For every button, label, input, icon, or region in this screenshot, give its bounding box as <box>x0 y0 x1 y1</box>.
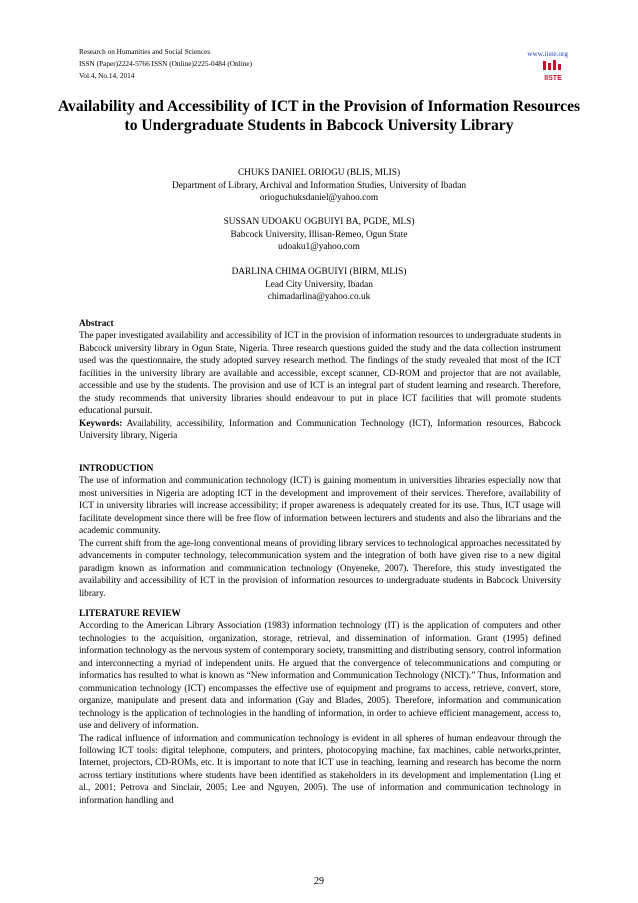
page-number: 29 <box>314 876 324 887</box>
author-name: SUSSAN UDOAKU OGBUIYI BA, PGDE, MLS) <box>223 217 415 227</box>
introduction-paragraph-2: The current shift from the age-long conventional means of providing library services to technological approaches necessitated by advancements in computer technology, telecommunication system and the integration of both have given rise to a new digital paradigm known as information and communication technology (Onyeneke, 2007). Therefore, this study investigated the availability and accessibility of ICT in the provision of information resources to undergraduate students in Babcock University library. <box>79 538 561 599</box>
author-3 <box>70 266 568 304</box>
paper-title: Availability and Accessibility of ICT in the Provision of Information Resources to Undergraduate Students in Babcock University Library <box>57 98 581 134</box>
author-name: DARLINA CHIMA OGBUIYI (BIRM, MLIS) <box>231 267 407 277</box>
keywords-paragraph <box>79 418 561 443</box>
author-email: orioguchuksdaniel@yahoo.com <box>259 193 379 204</box>
literature-paragraph-1: According to the American Library Association (1983) information technology (IT) is the application of computers and other technologies to the acquisition, organization, storage, retrieval, and dissemination of information. Grant (1995) defined information technology as the nervous system of contemporary society, transmitting and distributing sensory, control information and interconnecting a myriad of independent units. He argued that the convergence of telecommunications and computing or informatics has resulted to what is known as “New information and Communication Technology (NICT).” Thus, Information and communication technology (ICT) encompasses the effective use of equipment and programs to access, retrieve, convert, store, organize, manipulate and present data and information (Gay and Blades, 2005). Therefore, information and communication technology is the application of technologies in the handling of information, in order to achieve efficient management, access to, use and delivery of information. <box>79 621 561 732</box>
logo-bar <box>553 60 556 70</box>
literature-paragraph-2: The radical influence of information and communication technology is evident in all spheres of human endeavour through the following ICT tools: digital telephone, computers, and printers, photocopying machine, fax machines, cable networks,printer, Internet, projectors, CD-ROMs, etc. It is important to note that ICT use in teaching, learning and research has become the norm across tertiary institutions where students have been identified as stakeholders in its development and implementation (Ling et al., 2001; Petrova and Sinclair, 2005; Lee and Nguyen, 2005). The use of information and communication technology in information handling and <box>79 733 561 806</box>
logo-bar <box>558 64 561 70</box>
introduction-section <box>79 463 561 600</box>
keywords-text: Availability, accessibility, Information and Communication Technology (ICT), Information resources, Babcock University library, Nigeria <box>79 418 561 442</box>
author-email: udoaku1@yahoo.com <box>278 242 360 253</box>
issn-line: ISSN (Paper)2224-5766 ISSN (Online)2225-0484 (Online) <box>79 59 253 68</box>
logo-bars-icon <box>543 60 561 70</box>
literature-heading: LITERATURE REVIEW <box>79 609 181 619</box>
author-affiliation: Babcock University, Illisan-Remeo, Ogun State <box>230 229 408 240</box>
logo-bar <box>548 63 551 70</box>
abstract-heading: Abstract <box>79 319 114 329</box>
author-2 <box>70 216 568 254</box>
abstract-section <box>79 318 561 443</box>
volume-line: Vol.4, No.14, 2014 <box>79 71 135 80</box>
author-1 <box>70 167 568 205</box>
literature-section <box>79 608 561 807</box>
iiste-logo <box>540 59 566 85</box>
logo-bar <box>543 61 546 70</box>
journal-name: Research on Humanities and Social Sciences <box>79 47 211 56</box>
author-affiliation: Lead City University, Ibadan <box>265 279 373 290</box>
logo-text: IISTE <box>544 75 562 82</box>
journal-url-link[interactable]: www.iiste.org <box>527 49 568 58</box>
introduction-paragraph-1: The use of information and communication technology (ICT) is gaining momentum in universities libraries especially now that most universities in Nigeria are adopting ICT in the development and improvement of their services. Therefore, availability of ICT in university libraries will increase accessibility; if proper awareness is adequately created for its use. Thus, ICT usage will facilitate development since there will be free flow of information between lecturers and students and also the librarians and the academic community. <box>79 476 561 537</box>
author-name: CHUKS DANIEL ORIOGU (BLIS, MLIS) <box>237 168 401 178</box>
keywords-label: Keywords: <box>79 418 123 429</box>
author-affiliation: Department of Library, Archival and Information Studies, University of Ibadan <box>172 180 466 191</box>
author-email: chimadarlina@yahoo.co.uk <box>267 292 371 303</box>
introduction-heading: INTRODUCTION <box>79 464 154 474</box>
abstract-text: The paper investigated availability and accessibility of ICT in the provision of information resources to undergraduate students in Babcock university library in Ogun State, Nigeria. Three research questions guided the study and the data collection instrument used was the questionnaire, the study adopted survey research method. The findings of the study revealed that most of the ICT facilities in the university library are available and accessible, except scanner, CD-ROM and projector that are not available, accessible and use by the students. The provision and use of ICT is an integral part of student learning and research. Therefore, the study recommends that university libraries should endeavour to put in place ICT facilities that will promote students educational pursuit. <box>79 331 561 417</box>
